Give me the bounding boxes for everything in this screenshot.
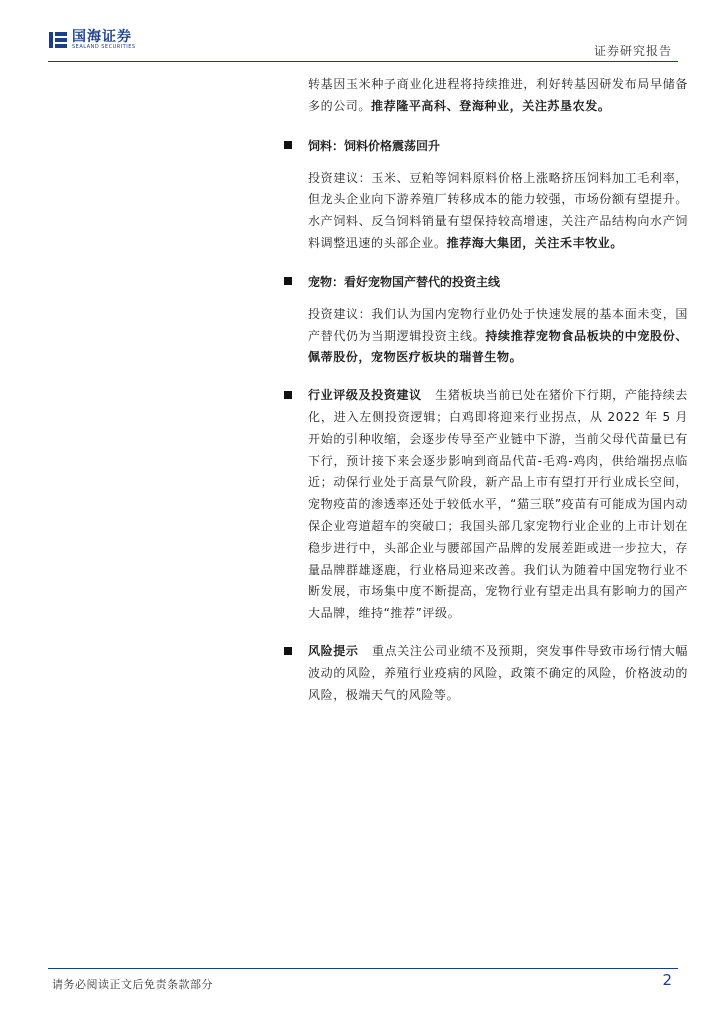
rating-body: 生猪板块当前已处在猪价下行期，产能持续去化，进入左侧投资逻辑；白鸡即将迎来行业拐点，从 2022 年 5 月开始的引种收缩，会逐步传导至产业链中下游，当前父母代苗量已有下行，预计接下来会逐步影响到商品代苗-毛鸡-鸡肉，供给端拐点临近；动保行业处于高景气阶段，新产品上市有望打开行业成长空间，宠物疫苗的渗透率还处于较低水平，“猫三联”疫苗有可能成为国内动保企业弯道超车的突破口；我国头部几家宠物行业企业的上市计划在稳步进行中，头部企业与腰部国产品牌的发展差距或进一步拉大，存量品牌群雄逐鹿，行业格局迎来改善。我们认为随着中国宠物行业不断发展，市场集中度不断提高，宠物行业有望走出具有影响力的国产大品牌，维持“推荐”评级。 (308, 388, 688, 621)
report-body (284, 74, 688, 706)
sealand-logo-icon (48, 30, 68, 50)
pet-title-text: 宠物：看好宠物国产替代的投资主线 (308, 274, 501, 289)
brand-logo (48, 30, 136, 50)
feed-paragraph (284, 168, 688, 255)
risk-section (284, 641, 688, 706)
pet-section-title (284, 271, 688, 293)
bullet-icon (284, 647, 292, 655)
bullet-icon (284, 277, 292, 285)
footer-divider (48, 968, 678, 969)
seed-text: 转基因玉米种子商业化进程将持续推进，利好转基因研发布局早储备多的公司。 (308, 77, 688, 113)
pet-recommendation: 持续推荐宠物食品板块的中宠股份、佩蒂股份，宠物医疗板块的瑞普生物。 (308, 328, 688, 365)
pet-paragraph (284, 304, 688, 369)
feed-text: 投资建议：玉米、豆粕等饲料原料价格上涨略挤压饲料加工毛利率，但龙头企业向下游养殖厂转移成本的能力较强，市场份额有望提升。水产饲料、反刍饲料销量有望保持较高增速，关注产品结构向水产饲料调整迅速的头部企业。 (308, 170, 688, 250)
page-number: 2 (662, 971, 672, 989)
seed-recommendation: 推荐隆平高科、登海种业，关注苏垦农发。 (371, 98, 611, 113)
page-header (48, 30, 678, 60)
bullet-icon (284, 391, 292, 399)
feed-recommendation: 推荐海大集团，关注禾丰牧业。 (446, 235, 624, 250)
rating-section (284, 385, 688, 625)
brand-name-en: SEALAND SECURITIES (72, 44, 136, 50)
header-divider (48, 61, 678, 62)
pet-text: 投资建议：我们认为国内宠物行业仍处于快速发展的基本面未变，国产替代仍为当期逻辑投资主线。 (308, 306, 688, 343)
feed-title-text: 饲料：饲料价格震荡回升 (308, 138, 441, 153)
brand-name-cn: 国海证券 (72, 29, 132, 45)
rating-title: 行业评级及投资建议 (308, 388, 422, 403)
risk-title: 风险提示 (308, 643, 359, 658)
disclaimer-note: 请务必阅读正文后免责条款部分 (52, 978, 213, 991)
feed-section-title (284, 135, 688, 157)
report-type-label: 证券研究报告 (593, 44, 672, 58)
risk-body: 重点关注公司业绩不及预期，突发事件导致市场行情大幅波动的风险，养殖行业疫病的风险，政策不确定的风险，价格波动的风险，极端天气的风险等。 (308, 643, 688, 702)
seed-paragraph (284, 74, 688, 118)
bullet-icon (284, 141, 292, 149)
